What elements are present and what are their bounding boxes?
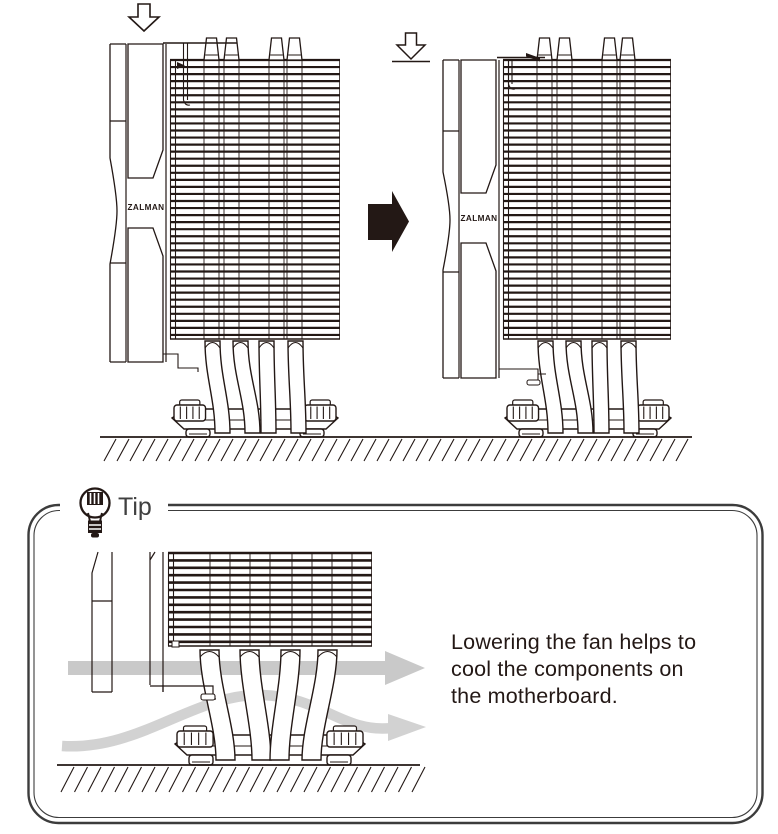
line-shape <box>182 439 194 461</box>
motherboard-ground-hatching <box>100 437 692 461</box>
line-shape <box>104 439 116 461</box>
line-shape <box>102 767 115 792</box>
heatpipes <box>205 341 306 433</box>
zalman-logo: ZALMAN <box>127 203 165 212</box>
caption-line: cool the components on <box>451 657 684 682</box>
line-shape <box>291 767 304 792</box>
line-shape <box>143 439 155 461</box>
line-shape <box>377 439 389 461</box>
line-shape <box>129 767 142 792</box>
transition-right-arrow-icon <box>368 191 409 252</box>
line-shape <box>650 439 662 461</box>
line-shape <box>169 439 181 461</box>
line-shape <box>481 439 493 461</box>
caption-line: Lowering the fan helps to <box>451 630 697 654</box>
caption-line: the motherboard. <box>451 684 618 709</box>
path-shape <box>128 228 163 362</box>
line-shape <box>676 439 688 461</box>
line-shape <box>663 439 675 461</box>
line-shape <box>156 767 169 792</box>
line-shape <box>169 767 182 792</box>
path-shape <box>461 243 496 378</box>
line-shape <box>559 439 571 461</box>
rect-shape <box>88 521 102 534</box>
line-shape <box>364 439 376 461</box>
path-shape <box>602 38 617 60</box>
line-shape <box>142 767 155 792</box>
airflow-arrow-curved-head <box>388 714 426 741</box>
line-shape <box>304 767 317 792</box>
line-shape <box>234 439 246 461</box>
line-shape <box>338 439 350 461</box>
line-shape <box>299 439 311 461</box>
line-shape <box>183 767 196 792</box>
line-shape <box>130 439 142 461</box>
line-shape <box>416 439 428 461</box>
line-shape <box>286 439 298 461</box>
path-shape <box>204 38 219 60</box>
heatsink-fins <box>168 553 372 646</box>
line-shape <box>208 439 220 461</box>
cooler-figure-fan-raised <box>110 4 340 437</box>
line-shape <box>61 767 74 792</box>
line-shape <box>277 767 290 792</box>
rect-shape <box>304 405 336 421</box>
line-shape <box>533 439 545 461</box>
line-shape <box>237 767 250 792</box>
rect-shape <box>527 380 540 385</box>
line-shape <box>223 767 236 792</box>
line-shape <box>507 439 519 461</box>
line-shape <box>442 439 454 461</box>
line-shape <box>358 767 371 792</box>
line-shape <box>572 439 584 461</box>
path-shape <box>110 44 117 362</box>
line-shape <box>372 767 385 792</box>
line-shape <box>403 439 415 461</box>
line-shape <box>318 767 331 792</box>
line-shape <box>260 439 272 461</box>
line-shape <box>455 439 467 461</box>
line-shape <box>598 439 610 461</box>
line-shape <box>210 767 223 792</box>
zalman-logo: ZALMAN <box>460 214 498 223</box>
rect-shape <box>637 405 669 421</box>
line-shape <box>250 767 263 792</box>
line-shape <box>546 439 558 461</box>
line-shape <box>412 767 425 792</box>
heatsink-fins <box>170 38 340 339</box>
line-shape <box>624 439 636 461</box>
tip-cooler-figure <box>57 552 426 792</box>
path-shape <box>499 369 546 380</box>
line-shape <box>390 439 402 461</box>
rect-shape <box>189 755 213 765</box>
line-shape <box>399 767 412 792</box>
rect-shape <box>177 731 213 747</box>
rect-shape <box>327 731 363 747</box>
path-shape <box>592 341 609 433</box>
line-shape <box>117 439 129 461</box>
down-arrow-icon <box>129 4 159 31</box>
path-shape <box>621 341 639 433</box>
line-shape <box>351 439 363 461</box>
line-shape <box>115 767 128 792</box>
rect-shape <box>327 755 351 765</box>
path-shape <box>443 60 450 378</box>
path-shape <box>128 44 163 178</box>
line-shape <box>637 439 649 461</box>
motherboard-ground-hatching <box>57 765 425 792</box>
line-shape <box>494 439 506 461</box>
path-shape <box>288 341 306 433</box>
line-shape <box>520 439 532 461</box>
rect-shape <box>507 405 539 421</box>
rect-shape <box>172 641 179 647</box>
down-arrow-icon <box>397 33 425 59</box>
line-shape <box>264 767 277 792</box>
line-shape <box>88 767 101 792</box>
line-shape <box>468 439 480 461</box>
line-shape <box>585 439 597 461</box>
tip-caption <box>451 629 761 710</box>
rect-shape <box>201 694 215 700</box>
line-shape <box>611 439 623 461</box>
tip-label: Tip <box>118 493 152 521</box>
line-shape <box>196 767 209 792</box>
rect-shape <box>174 405 206 421</box>
rect-shape <box>519 429 543 437</box>
path-shape <box>461 60 496 193</box>
path-shape <box>163 354 198 372</box>
line-shape <box>312 439 324 461</box>
path-shape <box>287 38 302 60</box>
rect-shape <box>91 533 99 538</box>
line-shape <box>75 767 88 792</box>
line-shape <box>195 439 207 461</box>
line-shape <box>331 767 344 792</box>
line-shape <box>156 439 168 461</box>
path-shape <box>620 38 635 60</box>
path-shape <box>537 38 552 60</box>
line-shape <box>385 767 398 792</box>
line-shape <box>429 439 441 461</box>
line-shape <box>273 439 285 461</box>
path-shape <box>259 341 276 433</box>
line-shape <box>345 767 358 792</box>
heatsink-fins <box>503 38 671 339</box>
line-shape <box>325 439 337 461</box>
line-shape <box>247 439 259 461</box>
path-shape <box>224 38 239 60</box>
cooler-figure-fan-lowered <box>392 33 671 437</box>
line-shape <box>221 439 233 461</box>
path-shape <box>557 38 572 60</box>
heatpipes <box>538 341 639 433</box>
path-shape <box>269 38 284 60</box>
rect-shape <box>186 429 210 437</box>
